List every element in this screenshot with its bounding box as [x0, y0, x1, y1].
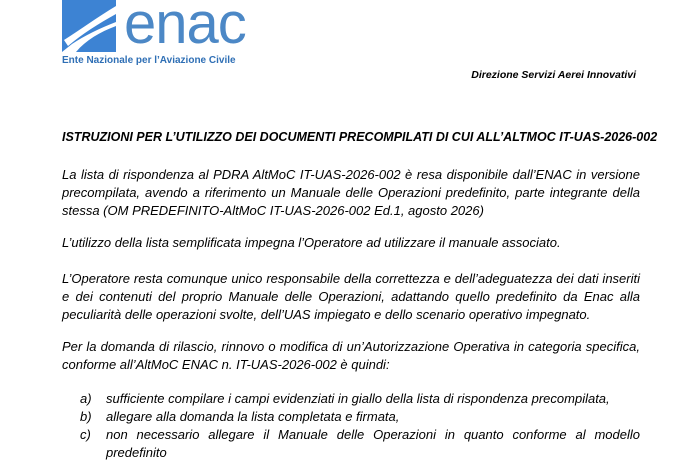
requirements-list [80, 390, 640, 462]
list-item [80, 426, 640, 462]
enac-logo [62, 0, 262, 66]
list-marker: c) [80, 427, 91, 442]
directorate-label: Direzione Servizi Aerei Innovativi [471, 69, 636, 81]
logo-subtitle: Ente Nazionale per l’Aviazione Civile [62, 55, 236, 66]
list-item-text: allegare alla domanda la lista completata e firmata, [106, 409, 400, 424]
paragraph-4: Per la domanda di rilascio, rinnovo o modifica di un’Autorizzazione Operativa in categoria specifica, conforme all’AltMoC ENAC n. IT-UAS-2026-002 è quindi: [62, 339, 640, 372]
paragraph-3: L’Operatore resta comunque unico responsabile della correttezza e dell’adeguatezza dei dati inseriti e dei contenuti del proprio Manuale delle Operazioni, adattando quello predefinito da Enac alla peculiarità delle operazioni svolte, dell’UAS impiegato e dello scenario operativo impegnato. [62, 271, 640, 322]
list-item-text: non necessario allegare il Manuale delle Operazioni in quanto conforme al modello predefinito [106, 427, 640, 460]
list-marker: a) [80, 391, 92, 406]
enac-logo-mark-icon [62, 0, 116, 52]
list-item [80, 408, 640, 426]
paragraph-2: L’utilizzo della lista semplificata impegna l’Operatore ad utilizzare il manuale associato. [62, 235, 561, 250]
list-marker: b) [80, 409, 92, 424]
logo-wordmark: enac [124, 0, 246, 56]
paragraph-1: La lista di rispondenza al PDRA AltMoC IT-UAS-2026-002 è resa disponibile dall’ENAC in versione precompilata, avendo a riferimento un Manuale delle Operazioni predefinito, parte integrante della stessa (OM PREDEFINITO-AltMoC IT-UAS-2026-002 Ed.1, agosto 2026) [62, 167, 640, 218]
list-item-text: sufficiente compilare i campi evidenziati in giallo della lista di rispondenza precompilata, [106, 391, 610, 406]
list-item [80, 390, 640, 408]
document-title: ISTRUZIONI PER L’UTILIZZO DEI DOCUMENTI PRECOMPILATI DI CUI ALL’ALTMOC IT-UAS-2026-002 [62, 130, 658, 144]
